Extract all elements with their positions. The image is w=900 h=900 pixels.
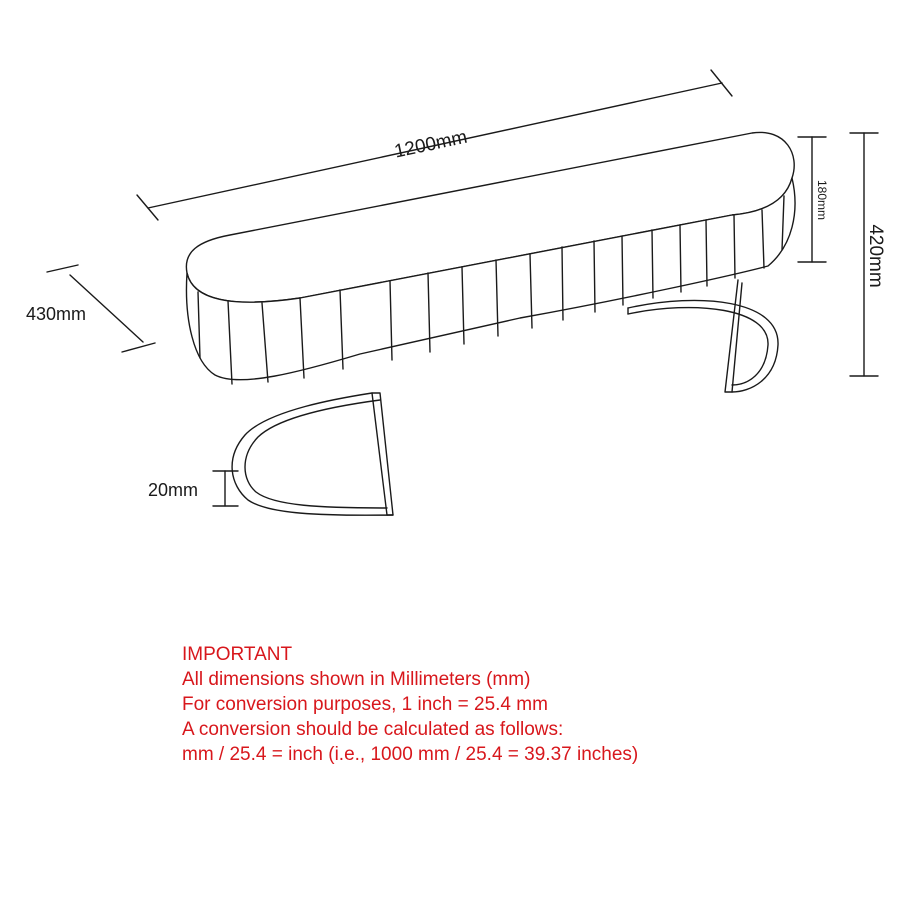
base-thickness-dimension-line (213, 471, 238, 506)
length-label: 1200mm (392, 126, 470, 163)
right-leg (628, 280, 778, 392)
notes-line-calc: A conversion should be calculated as follows: (182, 719, 564, 740)
seat-thickness-label: 180mm (815, 179, 829, 221)
base-thickness-label: 20mm (148, 480, 199, 500)
notes-heading: IMPORTANT (182, 644, 293, 665)
notes-line-units: All dimensions shown in Millimeters (mm) (182, 669, 531, 690)
notes-line-inch: For conversion purposes, 1 inch = 25.4 mm (182, 694, 548, 715)
notes-line-formula: mm / 25.4 = inch (i.e., 1000 mm / 25.4 = 39.37 inches) (182, 744, 639, 765)
left-leg (232, 393, 393, 515)
depth-label: 430mm (26, 304, 87, 324)
height-label: 420mm (865, 224, 886, 288)
important-notes (182, 642, 882, 767)
bench-seat (186, 132, 795, 384)
